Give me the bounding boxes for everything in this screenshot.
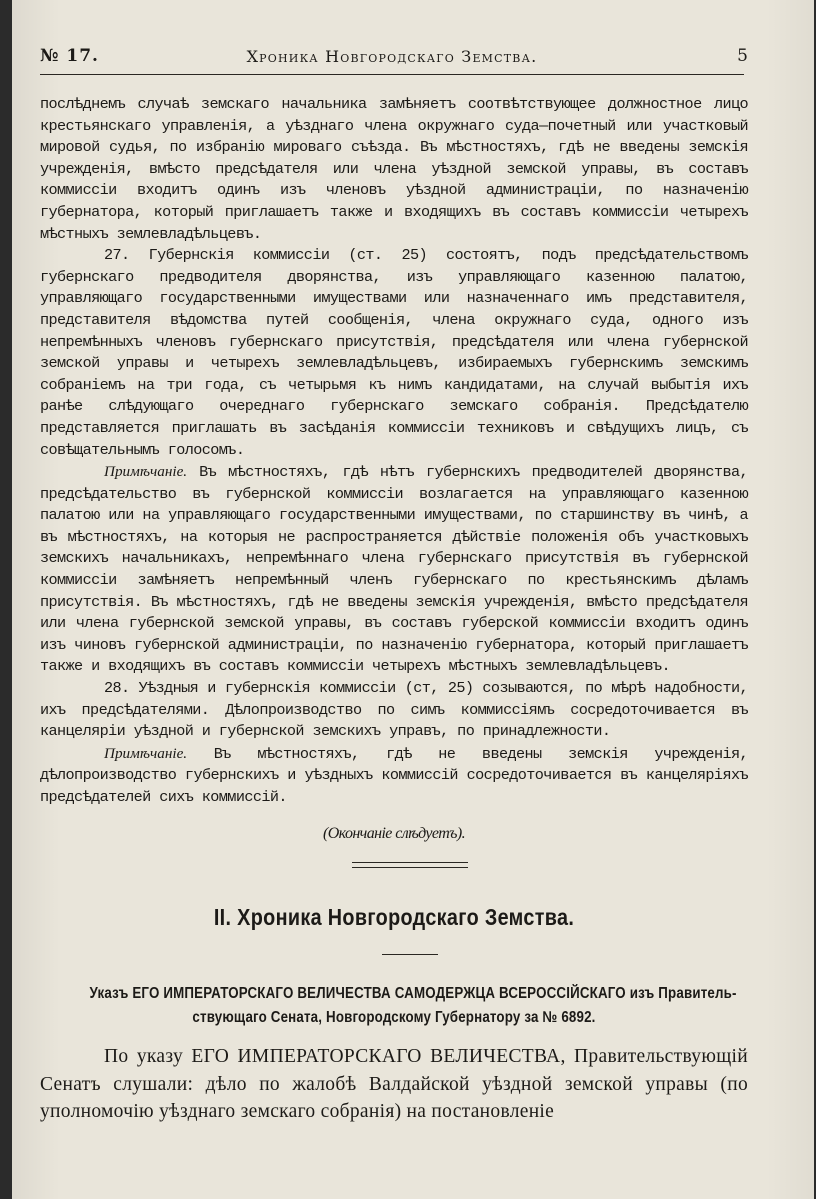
main-text [40,94,748,860]
note-paragraph-1 [40,461,748,678]
continued-note: (Окончаніе слѣдуетъ). [322,824,466,842]
paragraph-article-28: 28. Уѣздныя и губернскія коммиссіи (ст, 25) созываются, по мѣрѣ надобности, ихъ предсѣдателями. Дѣлопроизводство по симъ коммиссіямъ сосредоточивается въ канцеляріи уѣздной и губернской земскихъ управъ, по принадлежности. [40,679,748,741]
note-text: Въ мѣстностяхъ, гдѣ не введены земскія учрежденія, дѣлопроизводство губернскихъ и уѣздныхъ коммиссій сосредоточивается въ канцеляріяхъ предсѣдателей сихъ коммиссій. [40,744,748,806]
decree-line-1: Указъ ЕГО ИМПЕРАТОРСКАГО ВЕЛИЧЕСТВА САМОДЕРЖЦА ВСЕРОССІЙСКАГО изъ Правитель- [89,985,737,1002]
section-heading: II. Хроника Новгородскаго Земства. [213,904,575,930]
decree-paragraph: По указу ЕГО ИМПЕРАТОРСКАГО ВЕЛИЧЕСТВА, Правительствующій Сенатъ слушали: дѣло по жалобѣ Валдайской уѣздной земской управы (по уполномочію уѣзднаго земскаго собранія) на постановленіе [40,1046,748,1122]
paragraph-article-27: 27. Губернскія коммиссіи (ст. 25) состоятъ, подъ предсѣдательствомъ губернскаго предводителя дворянства, изъ управляющаго казенною палатою, управляющаго государственными имуществами или назначеннаго имъ представителя, представителя вѣдомства путей сообщенія, члена окружнаго суда, одного изъ непремѣнныхъ членовъ губернскаго присутствія, предсѣдателя или члена губернской земской управы и четырехъ землевладѣльцевъ, избираемыхъ губернскимъ земскимъ собраніемъ на три года, съ четырьмя къ нимъ кандидатами, на случай выбытія ихъ ранѣе слѣдующаго очереднаго губернскаго земскаго собранія. Предсѣдателю представляется приглашать въ засѣданія коммиссіи техниковъ и свѣдущихъ лицъ, съ совѣщательнымъ голосомъ. [40,246,748,459]
heading-underline [382,954,438,955]
page-header [40,46,748,75]
document-page [12,0,814,1199]
section-divider-bottom [352,867,468,868]
page-number: 5 [737,46,748,66]
decree-heading [40,982,748,1030]
note-label: Примѣчаніе. [104,463,188,481]
decree-text [40,1043,748,1126]
note-paragraph-2 [40,743,748,809]
section-divider-top [352,862,468,863]
note-label: Примѣчаніе. [104,744,188,762]
issue-number: № 17. [40,46,99,66]
running-title: Хроника Новгородскаго Земства. [246,47,538,66]
decree-line-2: ствующаго Сената, Новгородскому Губернатору за № 6892. [192,1009,596,1026]
paragraph-continuation: послѣднемъ случаѣ земскаго начальника замѣняетъ соотвѣтствующее должностное лицо крестьянскаго управленія, а уѣзднаго члена окружнаго суда—почетный или участковый мировой судья, по избранію мироваго съѣзда. Въ мѣстностяхъ, гдѣ не введены земскія учрежденія, вмѣсто предсѣдателя или члена уѣздной земской управы, въ составъ коммиссіи входитъ одинъ изъ членовъ уѣздной администраціи, по назначенію губернатора, который приглашаетъ также и входящихъ въ составъ коммиссіи четырехъ мѣстныхъ землевладѣльцевъ. [40,95,748,243]
note-text: Въ мѣстностяхъ, гдѣ нѣтъ губернскихъ предводителей дворянства, предсѣдательство въ губернской коммиссіи возлагается на управляющаго казенною палатою или на управляющаго государственными имуществами, по старшинству въ чинѣ, а въ мѣстностяхъ, на которыя не распространяется дѣйствіе положенія объ участковыхъ земскихъ начальникахъ, непремѣннаго члена губернскаго присутствія въ губернской коммиссіи замѣняетъ непремѣнный членъ губернскаго по крестьянскимъ дѣламъ присутствія. Въ мѣстностяхъ, гдѣ не введены земскія учрежденія, вмѣсто предсѣдателя или члена губернской земской управы, въ составъ губерской коммиссіи входитъ одинъ изъ чиновъ губернской администраціи, по назначенію губернатора, который приглашаетъ также и входящихъ въ составъ коммиссіи четырехъ мѣстныхъ землевладѣльцевъ. [40,463,748,676]
